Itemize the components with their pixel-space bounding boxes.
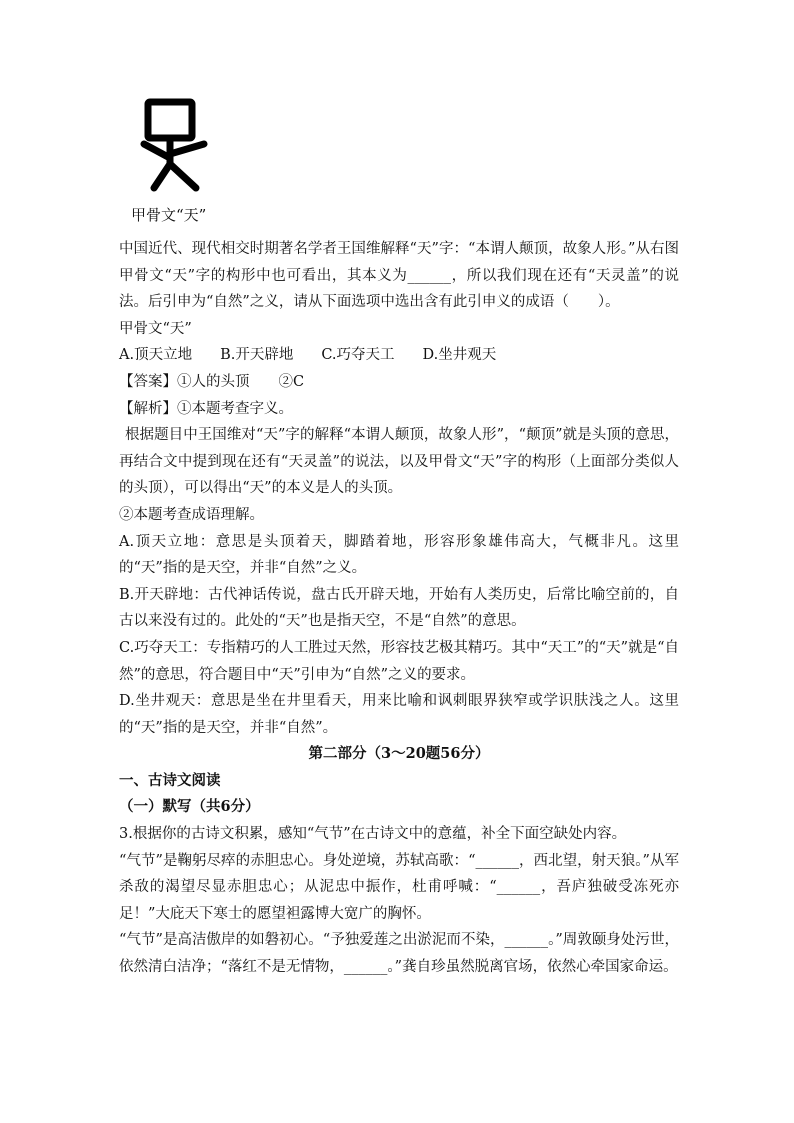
question-3-paragraph-2: “气节”是高洁傲岸的如磐初心。“予独爱莲之出淤泥而不染，______。”周敦颐身处污世，依然清白洁净；“落红不是无情物，______。”龚自珍虽然脱离官场，依然心牵国家命运。 [119, 932, 679, 976]
options-row [119, 342, 679, 369]
option-b: B.开天辟地 [220, 347, 294, 364]
analysis-option-a: A.顶天立地：意思是头顶着天，脚踏着地，形容形象雄伟高大，气概非凡。这里的“天”指的是天空，并非“自然”之义。 [119, 533, 679, 577]
analysis-option-c: C.巧夺天工：专指精巧的人工胜过天然，形容技艺极其精巧。其中“天工”的“天”就是“自然”的意思，符合题目中“天”引申为“自然”之义的要求。 [119, 639, 679, 683]
document-body [119, 236, 679, 981]
analysis-option-b: B.开天辟地：古代神话传说，盘古氏开辟天地，开始有人类历史，后常比喻空前的，自古以来没有过的。此处的“天”也是指天空，不是“自然”的意思。 [119, 586, 679, 630]
glyph-caption: 甲骨文“天” [131, 206, 207, 224]
option-a: A.顶天立地 [119, 347, 193, 364]
oracle-bone-tian-icon [140, 96, 212, 194]
question-3-stem: 3.根据你的古诗文积累，感知“气节”在古诗文中的意蕴，补全下面空缺处内容。 [119, 826, 627, 843]
analysis-option-d: D.坐井观天：意思是坐在井里看天，用来比喻和讽刺眼界狭窄或学识肤浅之人。这里的“天”指的是天空，并非“自然”。 [119, 693, 679, 736]
question-2-stem: 中国近代、现代相交时期著名学者王国维解释“天”字：“本谓人颠顶，故象人形。”从右图甲骨文“天”字的构形中也可看出，其本义为______，所以我们现在还有“天灵盖”的说法。后引申为“自然”之义，请从下面选项中选出含有此引申义的成语（ ）。 [119, 241, 679, 311]
analysis-title: 【解析】①本题考查字义。 [119, 400, 293, 417]
option-d: D.坐井观天 [422, 347, 497, 364]
question-3-paragraph-1: “气节”是鞠躬尽瘁的赤胆忠心。身处逆境，苏轼高歌：“______，西北望，射天狼。”从军杀敌的渴望尽显赤胆忠心；从泥忠中振作，杜甫呼喊：“______，吾庐独破受冻死亦足！”大庇天下寒士的愿望袒露博大宽广的胸怀。 [119, 852, 679, 922]
option-c: C.巧夺天工 [321, 347, 395, 364]
part-2-heading: 第二部分（3～20题56分） [308, 745, 490, 763]
subsection-heading: （一）默写（共6分） [119, 798, 260, 816]
figure-note: 甲骨文“天” [119, 320, 192, 337]
analysis-2-title: ②本题考查成语理解。 [119, 506, 264, 523]
analysis-paragraph-1: 根据题目中王国维对“天”字的解释“本谓人颠顶，故象人形”，“颠顶”就是头顶的意思，再结合文中提到现在还有“天灵盖”的说法，以及甲骨文“天”字的构形（上面部分类似人的头顶），可以得出“天”的本义是人的头顶。 [119, 427, 679, 497]
answer: 【答案】①人的头顶 ②C [119, 373, 305, 390]
oracle-bone-tian-svg [140, 96, 212, 194]
section-heading: 一、古诗文阅读 [119, 771, 221, 789]
